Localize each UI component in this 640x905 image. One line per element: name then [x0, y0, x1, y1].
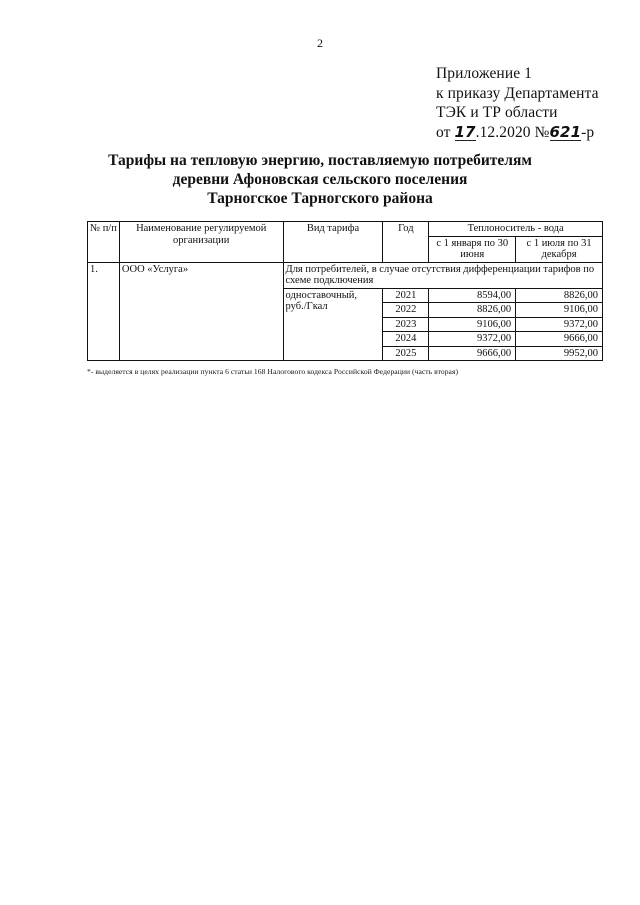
value-cell-h2: 8826,00 [516, 288, 603, 303]
title-line-3: Тарногское Тарногского района [207, 190, 433, 207]
value-cell-h2: 9106,00 [516, 303, 603, 318]
organization-name: ООО «Услуга» [119, 262, 283, 361]
appendix-header [436, 64, 599, 142]
tariff-type: одноставочный, руб./Гкал [283, 288, 383, 361]
title-line-2: деревни Афоновская сельского поселения [172, 171, 468, 188]
table-row [88, 262, 603, 288]
header-period-2: с 1 июля по 31 декабря [516, 236, 603, 262]
tariff-table [87, 221, 603, 361]
value-cell-h1: 9666,00 [429, 346, 516, 361]
appendix-line-2: к приказу Департамента [436, 84, 599, 102]
value-cell-h1: 8826,00 [429, 303, 516, 318]
title-line-1: Тарифы на тепловую энергию, поставляемую потребителям [108, 152, 532, 169]
handwritten-order-number: 621 [549, 122, 582, 141]
header-org: Наименование регулируемой организации [119, 222, 283, 263]
value-cell-h1: 9372,00 [429, 332, 516, 347]
header-carrier: Теплоноситель - вода [429, 222, 603, 237]
page-number: 2 [317, 36, 323, 50]
handwritten-day: 17 [454, 122, 476, 141]
year-cell: 2021 [383, 288, 429, 303]
consumer-note: Для потребителей, в случае отсутствия дифференциации тарифов по схеме подключения [283, 262, 602, 288]
date-rest: .12.2020 № [475, 123, 550, 141]
order-suffix: -р [581, 123, 595, 141]
year-cell: 2024 [383, 332, 429, 347]
row-number: 1. [88, 262, 120, 361]
appendix-date-line [436, 123, 599, 143]
value-cell-h2: 9666,00 [516, 332, 603, 347]
document-title [0, 151, 640, 208]
year-cell: 2023 [383, 317, 429, 332]
value-cell-h1: 8594,00 [429, 288, 516, 303]
footnote: *- выделяется в целях реализации пункта 6 статьи 168 Налогового кодекса Российской Федерации (часть вторая) [87, 367, 459, 376]
year-cell: 2025 [383, 346, 429, 361]
header-year: Год [383, 222, 429, 263]
value-cell-h1: 9106,00 [429, 317, 516, 332]
header-tariff-type: Вид тарифа [283, 222, 383, 263]
appendix-line-3: ТЭК и ТР области [436, 104, 558, 121]
value-cell-h2: 9952,00 [516, 346, 603, 361]
value-cell-h2: 9372,00 [516, 317, 603, 332]
header-num: № п/п [88, 222, 120, 263]
header-period-1: с 1 января по 30 июня [429, 236, 516, 262]
appendix-line-1: Приложение 1 [436, 65, 533, 82]
date-prefix: от [436, 123, 451, 141]
header-row-1 [88, 222, 603, 237]
year-cell: 2022 [383, 303, 429, 318]
